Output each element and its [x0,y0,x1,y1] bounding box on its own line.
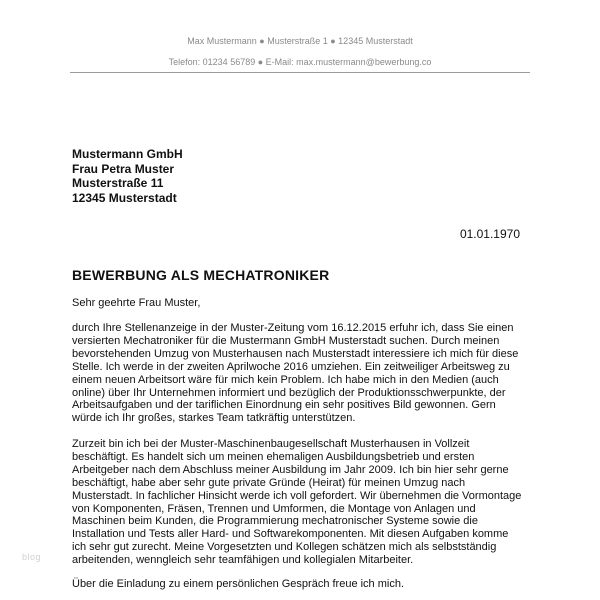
text-line: Arbeitsaufgaben und der tariflichen Einordnung ein sehr positives Bild gewonnen. Gern [72,399,496,412]
paragraph-2 [72,438,542,567]
letter-date: 01.01.1970 [459,227,520,241]
paragraph-1 [72,322,542,425]
text-line: bevorstehenden Umzug von Musterhausen nach Musterstadt interessiere ich mich für diese [72,347,519,360]
recipient-address [72,147,183,205]
recipient-company: Mustermann GmbH [72,147,183,161]
sender-header-line1: Max Mustermann ● Musterstraße 1 ● 12345 Musterstadt [187,36,413,46]
text-line: online) über Ihr Unternehmen informiert und bezüglich der Produktionsschwerpunkte, der [72,386,506,399]
recipient-person: Frau Petra Muster [72,161,175,176]
text-line: beschäftigt. Es handelt sich um meinen ehemaligen Ausbildungsbetrieb und ersten [72,450,475,463]
text-line: arbeitenden, wenngleich sehr teamfähigen und kollegialen Mitarbeiter. [72,554,414,567]
salutation: Sehr geehrte Frau Muster, [72,297,201,309]
text-line: versierten Mechatroniker für die Mustermann GmbH Musterstadt suchen. Durch meinen [72,334,500,347]
text-line: von Komponenten, Fräsen, Trennen und Umformen, die Montage von Anlagen und [72,502,476,515]
text-line: Maschinen beim Kunden, die Programmierung mechatronischer Systeme sowie die [72,515,478,528]
text-line: einem neuen Arbeitsort wäre für mich kein Problem. Ich habe mich in den Medien (auch [72,373,499,386]
text-line: Installation und Tests aller Hard- und Softwarekomponenten. Mit diesen Aufgaben komme [72,528,509,541]
watermark: blog [22,552,42,562]
text-line: durch Ihre Stellenanzeige in der Muster-Zeitung vom 16.12.2015 erfuhr ich, dass Sie einen [72,322,514,334]
recipient-city: 12345 Musterstadt [72,190,177,205]
text-line: Musterstadt. In fachlicher Hinsicht werde ich voll gefordert. Wir übernehmen die Vormontage [72,489,522,502]
sender-header-line2: Telefon: 01234 56789 ● E-Mail: max.mustermann@bewerbung.co [168,57,432,67]
recipient-street: Musterstraße 11 [72,176,164,190]
text-line: beschäftigt, habe aber sehr gute private Gründe (Heirat) für meinen Umzug nach [72,476,466,489]
text-line: Zurzeit bin ich bei der Muster-Maschinenbaugesellschaft Musterhausen in Vollzeit [72,438,470,450]
text-line: Arbeitgeber nach dem Abschluss meiner Ausbildung im Jahr 2009. Ich bin hier sehr gerne [72,463,509,476]
header-divider [70,72,530,73]
letter-subject: BEWERBUNG ALS MECHATRONIKER [72,267,330,283]
text-line: Stelle. Ich werde in der zweiten Aprilwoche 2016 umziehen. Ein zeitweiliger Arbeitsweg zu [72,360,510,373]
text-line: ich sehr gut zurecht. Meine Vorgesetzten und Kollegen schätzen mich als selbstständig [72,541,497,554]
text-line: würde ich Ihr großes, starkes Team tatkräftig unterstützen. [72,412,356,425]
paragraph-3: Über die Einladung zu einem persönlichen Gespräch freue ich mich. [72,578,405,590]
